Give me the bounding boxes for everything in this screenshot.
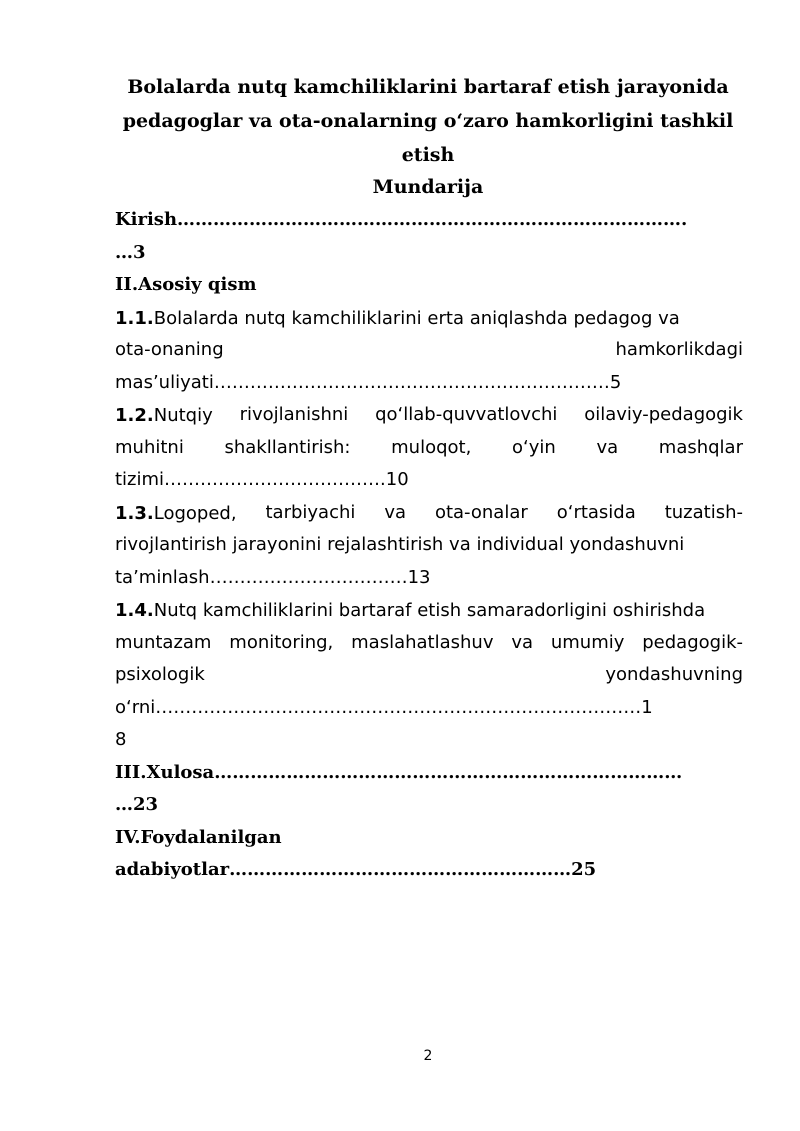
word: psixologik: [115, 664, 205, 685]
word: muhitni: [115, 436, 184, 458]
word: Nutqiy: [153, 405, 213, 426]
toc-section-1-1-line-2: [115, 334, 743, 367]
section-number: 1.2.: [115, 405, 154, 426]
page-number: 2: [423, 1048, 433, 1064]
toc-section-1-2-line-3: tizimi……………………………….10: [115, 469, 409, 490]
toc-section-1-1-line-1: [115, 302, 743, 335]
word: va: [596, 436, 619, 458]
document-title: [100, 70, 756, 172]
toc-section-1-4-line-3: [115, 659, 743, 692]
word: va: [384, 501, 407, 523]
toc-section-1-3-line-1: [115, 497, 743, 530]
word: ota-onaning: [115, 339, 224, 360]
word: o‘yin: [511, 436, 556, 458]
word: va: [511, 631, 534, 653]
title-line-3: etish: [401, 144, 455, 166]
table-of-contents: [115, 204, 743, 887]
word: oilaviy-pedagogik: [584, 404, 743, 425]
word: monitoring,: [229, 631, 334, 653]
toc-intro-line-1: Kirish………………………………………………………………………….: [115, 209, 688, 230]
toc-heading: Mundarija: [372, 176, 484, 198]
section-text: Bolalarda nutq kamchiliklarini erta aniqlashda pedagog va: [153, 307, 680, 329]
word: Logoped,: [153, 502, 237, 524]
toc-conclusion-line-2: …23: [115, 794, 159, 815]
word: qo‘llab-quvvatlovchi: [375, 404, 558, 425]
word: pedagogik-: [642, 631, 743, 653]
toc-main-part: II.Asosiy qism: [115, 274, 257, 295]
word: maslahatlashuv: [351, 631, 494, 653]
toc-conclusion-line-1: III.Xulosa……………………………………………………………………: [115, 761, 683, 783]
toc-section-1-2-line-1: [115, 399, 743, 432]
word: tuzatish-: [664, 501, 743, 523]
section-number: 1.3.: [115, 502, 154, 524]
toc-section-1-3-line-3: ta’minlash……………………………13: [115, 566, 431, 588]
section-number: 1.4.: [115, 600, 154, 621]
word: shakllantirish:: [224, 436, 351, 458]
word-group: [115, 399, 213, 432]
word: yondashuvning: [605, 664, 743, 685]
word: umumiy: [550, 631, 625, 653]
toc-section-1-2-line-2: [115, 432, 743, 465]
word: o‘rtasida: [556, 501, 636, 523]
word: tarbiyachi: [265, 501, 356, 523]
word: mashqlar: [658, 436, 743, 458]
toc-section-1-4-line-2: [115, 627, 743, 660]
toc-section-1-3-line-2: rivojlantirish jarayonini rejalashtirish va individual yondashuvni: [115, 534, 685, 555]
word: muloqot,: [391, 436, 472, 458]
word: ota-onalar: [434, 501, 528, 523]
toc-references-line-2: adabiyotlar…………………………………………………25: [115, 859, 597, 880]
section-text: Nutq kamchiliklarini bartaraf etish samaradorligini oshirishda: [153, 600, 706, 621]
toc-section-1-4-line-4: o‘rni………………………………………………………………………1: [115, 696, 653, 718]
word: muntazam: [115, 631, 212, 653]
toc-section-1-1-line-3: mas’uliyati…………………………………………………………5: [115, 371, 622, 393]
word: hamkorlikdagi: [615, 339, 743, 360]
title-line-1: Bolalarda nutq kamchiliklarini bartaraf etish jarayonida: [127, 76, 729, 98]
word-group: [115, 497, 237, 530]
section-number: 1.1.: [115, 307, 154, 329]
toc-section-1-4-line-1: [115, 594, 743, 627]
toc-section-1-4-line-5: 8: [115, 729, 127, 750]
toc-references-line-1: IV.Foydalanilgan: [115, 826, 282, 848]
word: rivojlanishni: [239, 404, 349, 425]
title-line-2: pedagoglar va ota-onalarning o‘zaro hamkorligini tashkil: [122, 110, 734, 132]
toc-intro-line-2: …3: [115, 241, 146, 263]
